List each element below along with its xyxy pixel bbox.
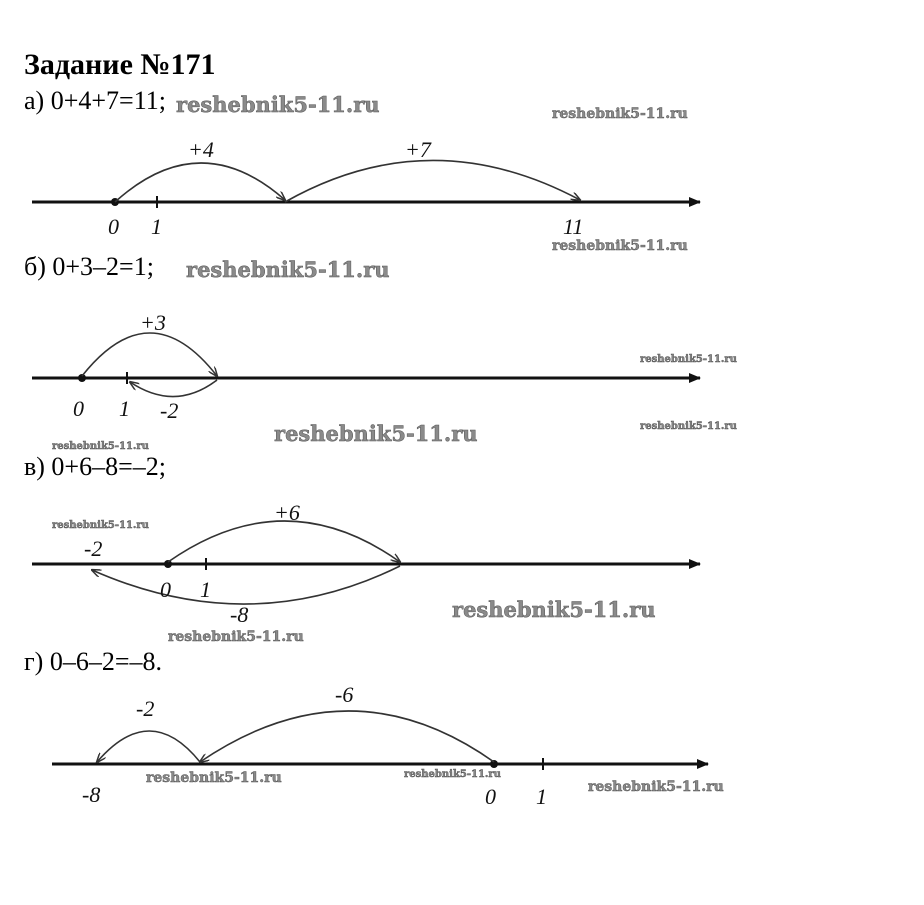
point-label: 0 xyxy=(485,784,496,809)
point-label: 11 xyxy=(563,214,584,239)
watermark: reshebnik5-11.ru xyxy=(52,441,149,452)
watermark: reshebnik5-11.ru xyxy=(52,520,149,531)
point-label: 0 xyxy=(160,577,171,602)
jump-label: +3 xyxy=(140,310,166,335)
jump-arc xyxy=(97,731,200,762)
number-line-a xyxy=(32,137,700,239)
watermark: reshebnik5-11.ru xyxy=(186,257,390,282)
point-label: 1 xyxy=(151,214,162,239)
watermark: reshebnik5-11.ru xyxy=(168,629,304,645)
equation-v: в) 0+6–8=–2; xyxy=(24,452,166,481)
watermark: reshebnik5-11.ru xyxy=(274,421,478,446)
jump-label: +6 xyxy=(274,500,300,525)
watermark: reshebnik5-11.ru xyxy=(640,354,737,365)
point-label: -2 xyxy=(84,536,103,561)
jump-label: -6 xyxy=(335,682,354,707)
jump-label: -2 xyxy=(136,696,155,721)
jump-arc xyxy=(200,711,494,762)
watermark: reshebnik5-11.ru xyxy=(552,238,688,254)
point-label: 1 xyxy=(119,396,130,421)
number-line-b xyxy=(32,310,700,423)
watermark: reshebnik5-11.ru xyxy=(588,779,724,795)
watermark: reshebnik5-11.ru xyxy=(552,106,688,122)
jump-arc xyxy=(92,566,400,604)
jump-arc xyxy=(115,163,285,202)
watermark: reshebnik5-11.ru xyxy=(404,769,501,780)
jump-label: +4 xyxy=(188,137,214,162)
point-label: -8 xyxy=(82,782,101,807)
jump-label: -2 xyxy=(160,398,179,423)
equation-b: б) 0+3–2=1; xyxy=(24,252,154,281)
watermark: reshebnik5-11.ru xyxy=(452,597,656,622)
point-label: 0 xyxy=(73,396,84,421)
point-label: 1 xyxy=(200,577,211,602)
equation-a: а) 0+4+7=11; xyxy=(24,86,166,115)
point-label: 1 xyxy=(536,784,547,809)
jump-label: -8 xyxy=(230,602,249,627)
jump-arc xyxy=(82,333,217,376)
watermark: reshebnik5-11.ru xyxy=(640,421,737,432)
watermark: reshebnik5-11.ru xyxy=(146,770,282,786)
equation-g: г) 0–6–2=–8. xyxy=(24,647,162,676)
jump-label: +7 xyxy=(405,137,431,162)
point-label: 0 xyxy=(108,214,119,239)
watermark: reshebnik5-11.ru xyxy=(176,92,380,117)
page-title: Задание №171 xyxy=(24,48,216,81)
jump-arc xyxy=(285,160,580,202)
jump-arc xyxy=(168,521,400,562)
jump-arc xyxy=(130,380,217,397)
watermarks xyxy=(52,92,737,795)
